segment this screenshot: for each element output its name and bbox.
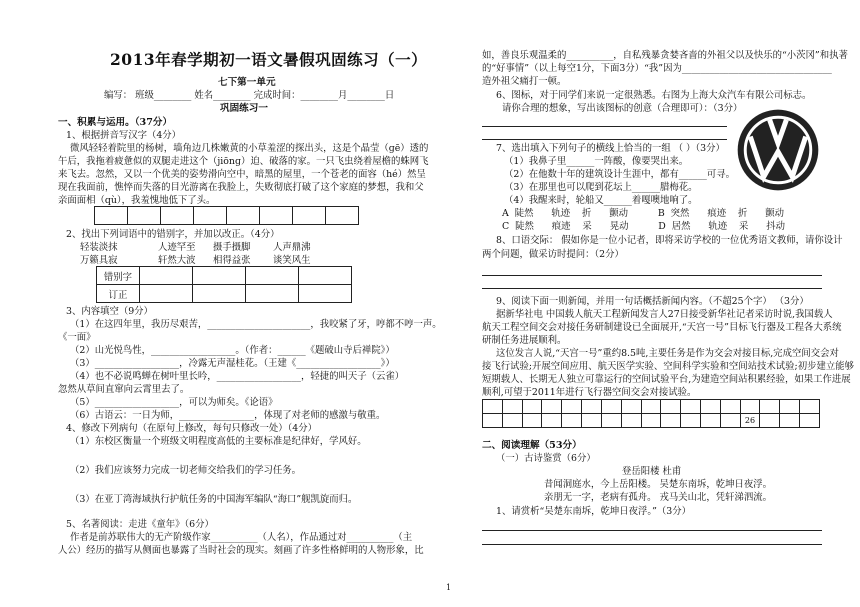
news-line: 据新华社电 中国载人航天工程新闻发言人27日接受新华社记者采访时说,我国载人 — [496, 309, 833, 320]
fill-line: （3）__________________，冷露无声湿桂花。（王建《__________________》） — [70, 358, 395, 369]
grid-cell[interactable] — [661, 414, 681, 428]
word-item: 万籁具寂 — [80, 255, 118, 266]
answer-line[interactable] — [482, 544, 822, 545]
word-item: 相得益张 — [213, 255, 251, 266]
passage-line: 亲面面相（qù），我羞愧地低下了头。 — [58, 195, 216, 206]
answer-cell[interactable] — [299, 285, 352, 303]
wrong-char-label: 错别字 — [97, 267, 140, 285]
grid-cell[interactable] — [661, 400, 681, 414]
section-2-heading: 二、阅读理解（53分） — [482, 440, 582, 451]
question-3: 3、内容填空（9分） — [66, 306, 153, 317]
answer-cell[interactable] — [161, 207, 194, 225]
answer-cell[interactable] — [193, 285, 246, 303]
word-item: 轻装淡抹 — [80, 242, 118, 253]
continued-line: 的“好事情”（以上每空1分，下面3分）“我”因为________________________________ — [482, 63, 832, 74]
question-6-prompt: 请你合理的想象，写出该图标的创意（合理即可）：（3分） — [502, 103, 743, 114]
grid-cell[interactable] — [641, 414, 661, 428]
news-line: 航天工程空间交会对接任务研制建设已全面展开,“天宫一号”目标飞行器及工程各大系统 — [482, 322, 842, 333]
grid-cell[interactable] — [542, 400, 562, 414]
grid-cell[interactable] — [483, 400, 503, 414]
grid-cell[interactable] — [700, 414, 720, 428]
answer-cell[interactable] — [193, 267, 246, 285]
word-item: 谈笑风生 — [273, 255, 311, 266]
grid-cell[interactable] — [621, 400, 641, 414]
poem-question: 1、请赏析“吴楚东南坼，乾坤日夜浮。”（3分） — [496, 506, 691, 517]
summary-answer-grid — [482, 399, 820, 428]
grid-cell[interactable] — [522, 400, 542, 414]
grid-count-marker: 26 — [740, 414, 760, 428]
answer-line[interactable] — [482, 139, 727, 140]
grid-cell[interactable] — [681, 400, 701, 414]
grid-cell[interactable] — [760, 414, 780, 428]
news-line: 研制任务进展顺利。 — [482, 335, 567, 346]
page-number: 1 — [446, 583, 452, 592]
question-5: 5、名著阅读：走进《童年》（6分） — [66, 519, 214, 530]
q7-sentence: （1）我鼻子里______一阵酸，像要哭出来。 — [504, 156, 689, 167]
answer-line[interactable] — [482, 530, 822, 531]
question-6: 6、图标，对于同学们来说一定很熟悉。右图为上海大众汽车有限公司标志。 — [496, 90, 812, 101]
grid-cell[interactable] — [700, 400, 720, 414]
answer-cell[interactable] — [128, 207, 161, 225]
grid-cell[interactable] — [641, 400, 661, 414]
grid-cell[interactable] — [562, 400, 582, 414]
fill-line: （4）也不必说鸣蝉在树叶里长吟，__________________，轻捷的叫天子（云雀） — [70, 371, 405, 382]
section-1-heading: 一、积累与运用。（37分） — [58, 117, 173, 128]
fill-line: 《一面》 — [58, 332, 96, 343]
correction-label: 订正 — [97, 285, 140, 303]
grid-cell[interactable] — [760, 400, 780, 414]
grid-cell[interactable] — [562, 414, 582, 428]
fill-line: （1）在这四年里，我历尽艰苦，______________________，我咬紧了牙，哼都不哼一声。 — [70, 319, 442, 330]
grid-cell[interactable] — [483, 414, 503, 428]
answer-cell[interactable] — [260, 207, 293, 225]
q7-sentence: （4）我醒来时，轮船又______着嘎噢地响了。 — [504, 195, 698, 206]
grid-cell[interactable] — [800, 414, 820, 428]
grid-cell[interactable] — [720, 414, 740, 428]
q7-sentence: （3）在那里也可以爬到花坛上______腊梅花。 — [504, 182, 698, 193]
answer-cell[interactable] — [299, 267, 352, 285]
passage-line: 来飞去。忽然，又以一个优美的姿势滑向空中，暗黑的屋里，一个苍老的面容（hé）然呈 — [58, 169, 426, 180]
grid-cell[interactable] — [522, 414, 542, 428]
continued-line: 造外祖父痛打一顿。 — [482, 76, 567, 87]
question-8-prompt: 两个问题，做采访时提问：（2分） — [482, 249, 624, 260]
fill-line: （6）古语云：一日为师，________________，体现了对老师的感激与敬重。 — [70, 410, 386, 421]
grid-cell[interactable] — [582, 414, 602, 428]
question-2: 2、找出下列词语中的错别字，并加以改正。（4分） — [66, 229, 280, 240]
grid-cell[interactable] — [502, 414, 522, 428]
passage-line: 微风轻轻着院里的杨树，墙角边几株嫩黄的小草羞涩的探出头，这是个晶莹（ɡē）透的 — [70, 143, 429, 154]
news-line: 接飞行试验;开展空间应用、航天医学实验、空间科学实验和空间站技术试验;初步建立能够 — [482, 361, 854, 372]
fill-line: （5）__________________，可以为师矣。《论语》 — [70, 397, 278, 408]
answer-cell[interactable] — [326, 207, 359, 225]
q7-sentence: （2）在他数十年的建筑设计生涯中，都有______可寻。 — [504, 169, 735, 180]
grid-cell[interactable] — [542, 414, 562, 428]
word-item: 摄手摄脚 — [213, 242, 251, 253]
page-title: 2013年春学期初一语文暑假巩固练习（一） — [110, 50, 428, 69]
word-item: 人声鼎沸 — [273, 242, 311, 253]
question-1: 1、根据拼音写汉字（4分） — [66, 130, 182, 141]
sick-sentence: （1）东校区衡量一个班级文明程度高低的主要标准是纪律好，学风好。 — [70, 436, 367, 447]
answer-line[interactable] — [482, 275, 822, 276]
answer-cell[interactable] — [140, 285, 193, 303]
answer-line[interactable] — [482, 288, 822, 289]
grid-cell[interactable] — [601, 400, 621, 414]
q7-options: C 陡然 痕迹 采 晃动 D 居然 轨迹 采 抖动 — [502, 221, 786, 232]
answer-cell[interactable] — [95, 207, 128, 225]
novel-line: 作者是前苏联伟大的无产阶级作家__________（人名），作品通过对__________（主 — [70, 532, 413, 543]
answer-cell[interactable] — [246, 267, 299, 285]
answer-line[interactable] — [482, 126, 727, 127]
grid-cell[interactable] — [720, 400, 740, 414]
word-item: 人迹罕至 — [158, 242, 196, 253]
q7-options: A 陡然 轨迹 折 颤动 B 突然 痕迹 折 颤动 — [502, 208, 784, 219]
poem-line: 亲朋无一字，老病有孤舟。 戎马关山北，凭轩涕泗流。 — [544, 492, 772, 503]
news-line: 这位发言人说,“天宫一号”重约8.5吨,主要任务是作为交会对接目标,完成空间交会对 — [496, 348, 839, 359]
passage-line: 现在我面前，憔悴而失落的目光游离在我脸上，失败彻底打破了这个家庭的梦想，我和父 — [58, 182, 424, 193]
question-8: 8、口语交际： 假如你是一位小记者，即将采访学校的一位优秀语文教师，请你设计 — [496, 235, 843, 246]
answer-cell[interactable] — [194, 207, 227, 225]
question-7: 7、选出填入下列句子的横线上恰当的一组 （ ）（3分） — [496, 143, 725, 154]
passage-line: 午后，我拖着疲惫似的双腿走进这个（jiōnɡ）迫、破落的家。一只飞虫绕着屋檐的蛛网飞 — [58, 156, 429, 167]
question-9: 9、阅读下面一则新闻，并用一句话概括新闻内容。（不超25个字） （3分） — [496, 296, 809, 307]
word-item: 轩然大波 — [158, 255, 196, 266]
grid-cell[interactable] — [800, 400, 820, 414]
poem-title: 登岳阳楼 杜甫 — [622, 466, 682, 477]
answer-cell[interactable] — [293, 207, 326, 225]
answer-cell[interactable] — [246, 285, 299, 303]
novel-line: 人公）经历的描写从侧面也暴露了当时社会的现实。刻画了许多性格鲜明的人物形象，比 — [58, 545, 424, 556]
grid-cell[interactable] — [681, 414, 701, 428]
answer-cell[interactable] — [140, 267, 193, 285]
grid-cell[interactable] — [740, 400, 760, 414]
volkswagen-logo-icon — [736, 108, 820, 192]
unit-label: 七下第一单元 — [218, 77, 276, 88]
continued-line: 如，善良乐观温柔的__________，自私残暴贪婪吝啬的外祖父以及快乐的“小茨冈”和执著 — [482, 50, 848, 61]
grid-cell[interactable] — [601, 414, 621, 428]
fill-line: 忽然从草间直窜向云霄里去了。 — [58, 384, 190, 395]
answer-cell[interactable] — [227, 207, 260, 225]
grid-cell[interactable] — [780, 414, 800, 428]
poem-section-heading: （一）古诗鉴赏（6分） — [496, 453, 596, 464]
sick-sentence: （3）在亚丁湾海域执行护航任务的中国海军编队“海口”舰凯旋而归。 — [70, 494, 358, 505]
poem-line: 昔闻洞庭水，今上岳阳楼。 吴楚东南坼，乾坤日夜浮。 — [544, 479, 772, 490]
student-info-line: 编写： 班级________ 姓名________ 完成时间：________月________日 — [104, 90, 395, 101]
fill-line: （2）山光悦鸟性，__________________。（作者：______《题破山寺后禅院》） — [70, 345, 395, 356]
grid-cell[interactable] — [780, 400, 800, 414]
news-line: 短期载人、长期无人独立可靠运行的空间试验平台,为建造空间站积累经验，如果工作进展 — [482, 374, 851, 385]
grid-cell[interactable] — [502, 400, 522, 414]
grid-cell[interactable] — [621, 414, 641, 428]
correction-table — [96, 266, 352, 303]
news-line: 顺利,可望于2011年进行飞行器空间交会对接试验。 — [482, 387, 697, 398]
practice-label: 巩固练习一 — [220, 103, 268, 114]
grid-cell[interactable] — [582, 400, 602, 414]
pinyin-answer-grid — [94, 206, 359, 225]
question-4: 4、修改下列病句（在原句上修改，每句只修改一处）（4分） — [66, 423, 317, 434]
sick-sentence: （2）我们应该努力完成一切老师交给我们的学习任务。 — [70, 465, 301, 476]
